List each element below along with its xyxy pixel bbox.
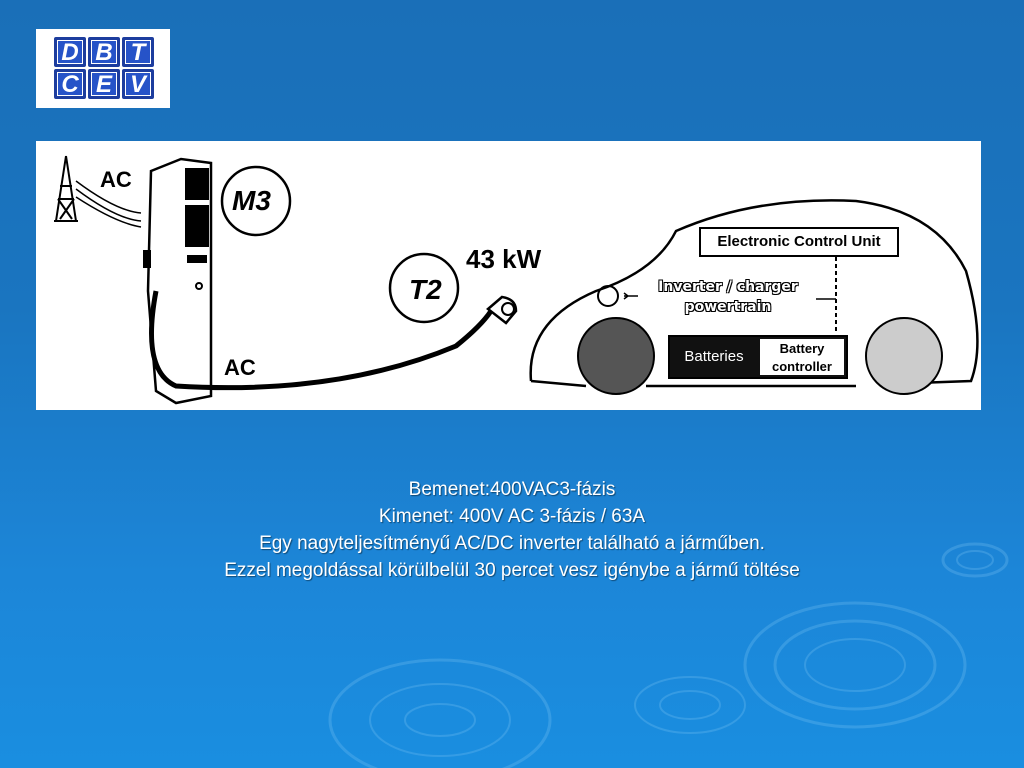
inverter-charger-label: [648, 277, 808, 317]
m3-label: M3: [232, 185, 271, 216]
batteries-label: Batteries: [684, 348, 744, 365]
slide-body-text: [0, 476, 1024, 584]
logo-letter: V: [122, 69, 154, 99]
logo-letter: T: [122, 37, 154, 67]
logo-row-bottom: [54, 69, 156, 99]
body-line-1: Bemenet:400VAC3-fázis: [408, 479, 616, 500]
battery-controller-box: [760, 339, 844, 375]
charging-diagram: [36, 141, 981, 410]
body-line-4: Ezzel megoldással körülbelül 30 percet vesz igénybe a jármű töltése: [224, 560, 800, 581]
inverter-label-line2: powertrain: [684, 299, 772, 315]
rear-wheel-icon: [866, 318, 942, 394]
dbt-cev-logo: [36, 29, 170, 108]
t2-label: T2: [409, 274, 442, 305]
battery-box: [668, 335, 848, 379]
ac-cable-label: AC: [224, 355, 256, 380]
ac-input-label: AC: [100, 167, 132, 192]
battery-controller-line1: Battery: [779, 341, 825, 356]
inverter-label-line1: Inverter / charger: [658, 279, 798, 295]
power-pylon-icon: [54, 156, 78, 221]
logo-row-top: [54, 37, 156, 67]
front-wheel-icon: [578, 318, 654, 394]
logo-letter: B: [88, 37, 120, 67]
body-line-2: Kimenet: 400V AC 3-fázis / 63A: [378, 506, 646, 527]
body-line-3: Egy nagyteljesítményű AC/DC inverter található a járműben.: [259, 533, 765, 554]
logo-letter: C: [54, 69, 86, 99]
logo-letter: D: [54, 37, 86, 67]
ecu-box: Electronic Control Unit: [699, 227, 899, 257]
logo-letter: E: [88, 69, 120, 99]
power-label: 43 kW: [466, 244, 542, 274]
charge-port-icon: [598, 286, 618, 306]
battery-controller-line2: controller: [772, 359, 832, 374]
